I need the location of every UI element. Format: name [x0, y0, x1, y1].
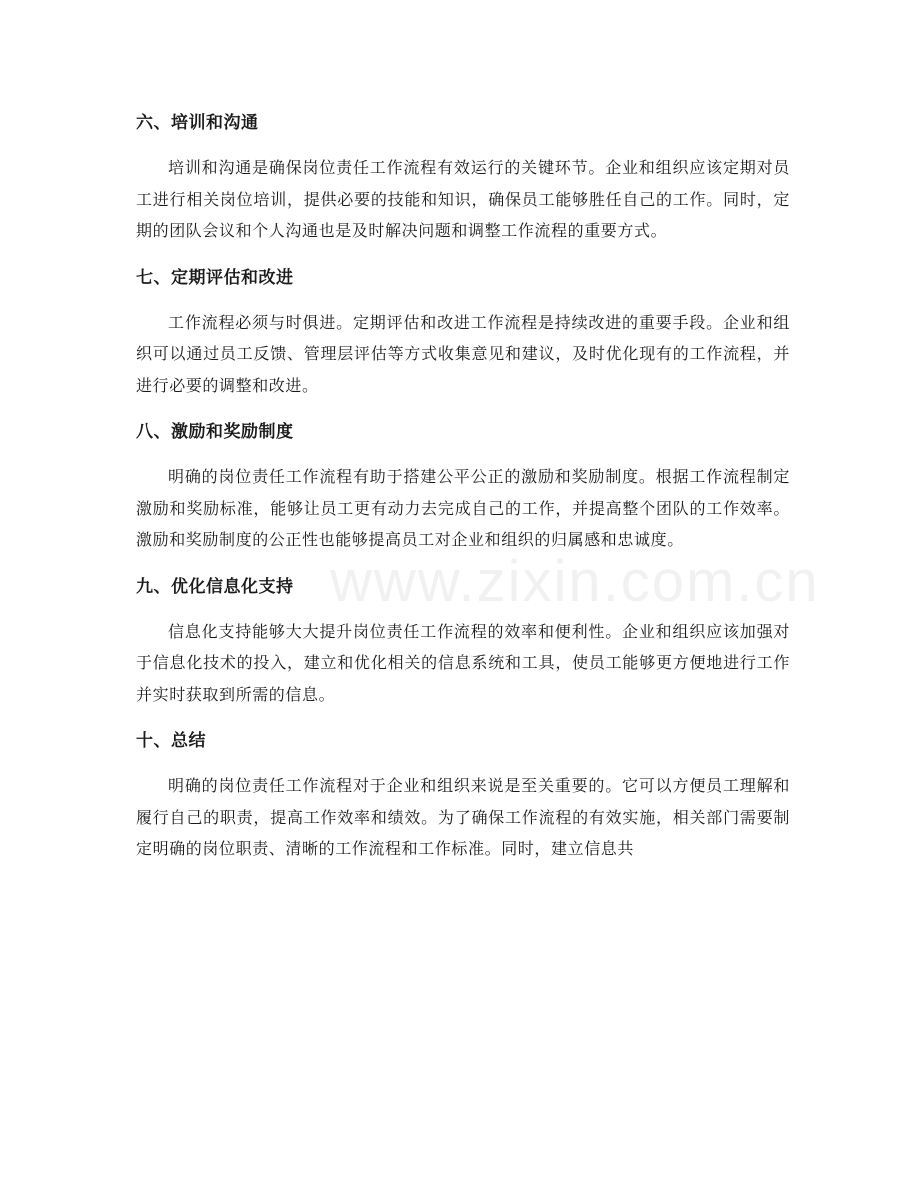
section-paragraph: 工作流程必须与时俱进。定期评估和改进工作流程是持续改进的重要手段。企业和组织可以通过员工反馈、管理层评估等方式收集意见和建议，及时优化现有的工作流程，并进行必要的调整和改进。 [136, 312, 790, 395]
document-content [136, 104, 790, 877]
section-heading: 七、定期评估和改进 [136, 267, 294, 288]
section-heading: 九、优化信息化支持 [136, 576, 294, 597]
section-paragraph: 明确的岗位责任工作流程对于企业和组织来说是至关重要的。它可以方便员工理解和履行自己的职责，提高工作效率和绩效。为了确保工作流程的有效实施，相关部门需要制定明确的岗位职责、清晰的工作流程和工作标准。同时，建立信息共 [136, 776, 790, 858]
section-information-support [136, 568, 790, 711]
section-heading: 十、总结 [136, 731, 206, 751]
section-paragraph: 明确的岗位责任工作流程有助于搭建公平公正的激励和奖励制度。根据工作流程制定激励和奖励标准，能够让员工更有动力去完成自己的工作，并提高整个团队的工作效率。激励和奖励制度的公正性也能够提高员工对企业和组织的归属感和忠诚度。 [136, 467, 790, 549]
section-heading: 八、激励和奖励制度 [136, 422, 294, 442]
section-periodic-evaluation [136, 259, 790, 402]
section-incentive-reward [136, 413, 790, 556]
watermark: www.zixin.com.cn [330, 549, 820, 614]
section-paragraph: 培训和沟通是确保岗位责任工作流程有效运行的关键环节。企业和组织应该定期对员工进行相关岗位培训，提供必要的技能和知识，确保员工能够胜任自己的工作。同时，定期的团队会议和个人沟通也是及时解决问题和调整工作流程的重要方式。 [136, 158, 790, 240]
section-training-communication [136, 104, 790, 247]
section-summary [136, 722, 790, 865]
section-paragraph: 信息化支持能够大大提升岗位责任工作流程的效率和便利性。企业和组织应该加强对于信息化技术的投入，建立和优化相关的信息系统和工具，使员工能够更方便地进行工作并实时获取到所需的信息。 [136, 621, 790, 704]
section-heading: 六、培训和沟通 [136, 113, 259, 133]
